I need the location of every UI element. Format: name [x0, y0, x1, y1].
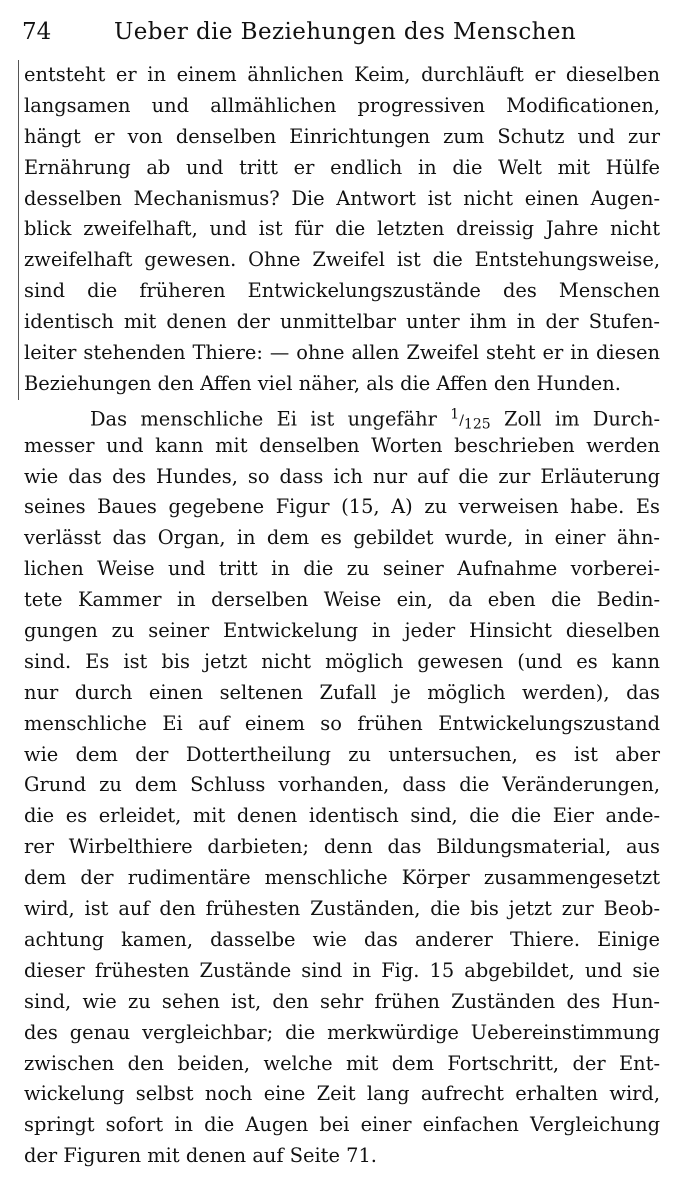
- fraction-denominator: 125: [463, 416, 491, 433]
- fraction-slash: /: [459, 413, 464, 430]
- text-line: wie dem der Dottertheilung zu untersuchen, es ist aber: [24, 742, 660, 766]
- text-line: nur durch einen seltenen Zufall je möglich werden), das: [24, 680, 660, 704]
- paragraph-1: [24, 60, 660, 400]
- running-title: Ueber die Beziehungen des Menschen: [114, 19, 577, 45]
- text-line: wird, ist auf den frühesten Zuständen, die bis jetzt zur Beob-: [24, 897, 660, 921]
- text-line: sind. Es ist bis jetzt nicht möglich gewesen (und es kann: [24, 649, 660, 673]
- text-line: rer Wirbelthiere darbieten; denn das Bildungsmaterial, aus: [24, 835, 660, 859]
- text-line: dem der rudimentäre menschliche Körper zusammengesetzt: [24, 866, 660, 890]
- text-line: Beziehungen den Affen viel näher, als die Affen den Hunden.: [24, 371, 621, 395]
- text-line: die es erleidet, mit denen identisch sind, die die Eier ande-: [24, 804, 660, 828]
- text-line: Grund zu dem Schluss vorhanden, dass die Veränderungen,: [24, 773, 660, 797]
- text-line: sind die früheren Entwickelungszustände des Menschen: [24, 279, 660, 303]
- text-line: lichen Weise und tritt in die zu seiner Aufnahme vorberei-: [24, 557, 660, 581]
- fraction-numerator: 1: [450, 406, 460, 423]
- text-line: wickelung selbst noch eine Zeit lang aufrecht erhalten wird,: [24, 1082, 660, 1106]
- text-line: zwischen den beiden, welche mit dem Fortschritt, der Ent-: [24, 1051, 660, 1075]
- text-line: seines Baues gegebene Figur (15, A) zu verweisen habe. Es: [24, 495, 660, 519]
- text-line: springt sofort in die Augen bei einer einfachen Vergleichung: [24, 1113, 660, 1137]
- running-header: [22, 14, 662, 50]
- text-line: gungen zu seiner Entwickelung in jeder Hinsicht dieselben: [24, 619, 660, 643]
- text-line: hängt er von denselben Einrichtungen zum Schutz und zur: [24, 124, 660, 148]
- text-line: des genau vergleichbar; die merkwürdige Uebereinstimmung: [24, 1020, 660, 1044]
- text-line: Ernährung ab und tritt er endlich in die Welt mit Hülfe: [24, 155, 660, 179]
- text-line: langsamen und allmählichen progressiven Modificationen,: [24, 93, 660, 117]
- text-line: blick zweifelhaft, und ist für die letzten dreissig Jahre nicht: [24, 217, 660, 241]
- text-line: wie das des Hundes, so dass ich nur auf die zur Erläuterung: [24, 464, 660, 488]
- text-line: leiter stehenden Thiere: — ohne allen Zweifel steht er in diesen: [24, 341, 660, 365]
- body-text: [24, 60, 660, 1172]
- text-line: der Figuren mit denen auf Seite 71.: [24, 1144, 377, 1168]
- fraction: [450, 406, 491, 433]
- text-line: tete Kammer in derselben Weise ein, da eben die Bedin-: [24, 588, 660, 612]
- text-line-first: [24, 400, 660, 431]
- text-line: verlässt das Organ, in dem es gebildet wurde, in einer ähn-: [24, 526, 660, 550]
- text-line: menschliche Ei auf einem so frühen Entwickelungszustand: [24, 711, 660, 735]
- text-line: desselben Mechanismus? Die Antwort ist nicht einen Augen-: [24, 186, 660, 210]
- text-line: achtung kamen, dasselbe wie das anderer Thiere. Einige: [24, 927, 660, 951]
- text-line: zweifelhaft gewesen. Ohne Zweifel ist die Entstehungsweise,: [24, 248, 660, 272]
- text-line: entsteht er in einem ähnlichen Keim, durchläuft er dieselben: [24, 63, 660, 86]
- text-line: identisch mit denen der unmittelbar unter ihm in der Stufen-: [24, 310, 660, 334]
- text-line: sind, wie zu sehen ist, den sehr frühen Zuständen des Hun-: [24, 989, 660, 1013]
- text-line: messer und kann mit denselben Worten beschrieben werden: [24, 433, 660, 457]
- text-fragment: Das menschliche Ei ist ungefähr: [90, 407, 437, 431]
- page-number: 74: [22, 19, 52, 45]
- margin-rule: [18, 60, 19, 400]
- text-line: dieser frühesten Zustände sind in Fig. 15 abgebildet, und sie: [24, 958, 660, 982]
- paragraph-2: [24, 400, 660, 1172]
- text-fragment: Zoll im Durch-: [504, 407, 661, 431]
